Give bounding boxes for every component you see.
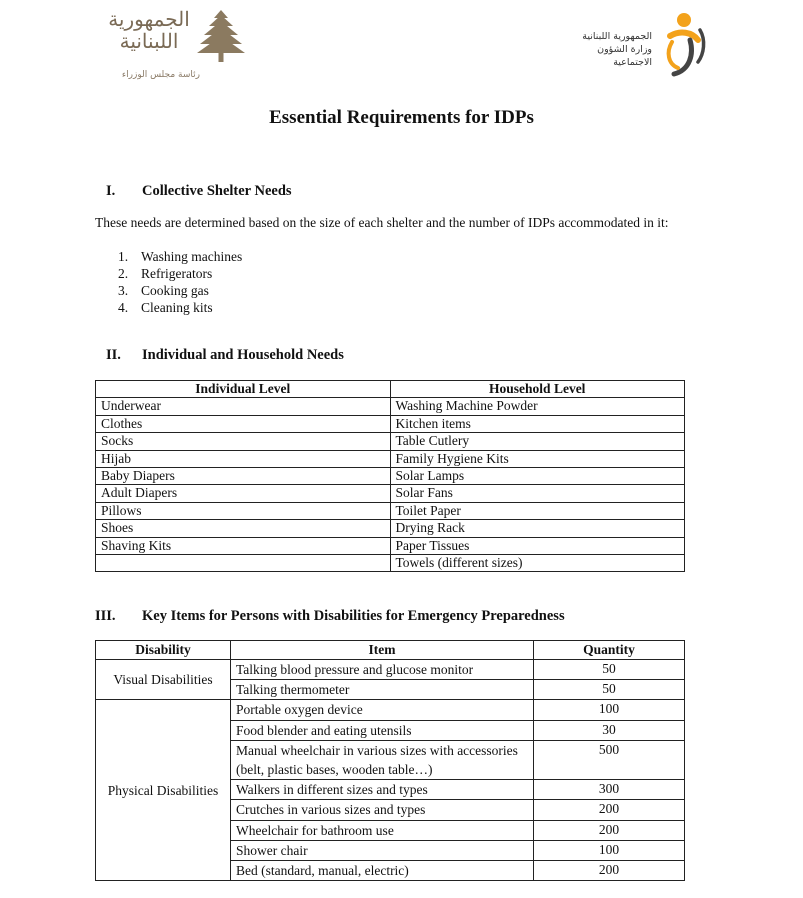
table-row: Socks Table Cutlery bbox=[96, 433, 685, 450]
item-cell: Bed (standard, manual, electric) bbox=[231, 861, 534, 881]
item-cell: Portable oxygen device bbox=[231, 700, 534, 720]
ministry-emblem-icon bbox=[654, 10, 708, 80]
quantity-cell: 100 bbox=[534, 700, 685, 720]
item-cell: Talking thermometer bbox=[231, 680, 534, 700]
column-header-quantity: Quantity bbox=[534, 641, 685, 660]
cedar-tree-icon bbox=[196, 8, 246, 64]
table-row: Adult Diapers Solar Fans bbox=[96, 485, 685, 502]
disability-items-table bbox=[95, 640, 685, 881]
table-header-row bbox=[96, 641, 685, 660]
item-cell: Wheelchair for bathroom use bbox=[231, 820, 534, 840]
section-3-heading bbox=[95, 608, 565, 625]
column-header-disability: Disability bbox=[96, 641, 231, 660]
quantity-cell: 300 bbox=[534, 780, 685, 800]
section-1-heading bbox=[106, 183, 292, 200]
quantity-cell: 100 bbox=[534, 840, 685, 860]
section-2-heading bbox=[106, 347, 344, 364]
needs-table bbox=[95, 380, 685, 572]
list-item: 4. Cleaning kits bbox=[118, 300, 213, 315]
table-row: Towels (different sizes) bbox=[96, 555, 685, 572]
table-row bbox=[96, 660, 685, 680]
item-cell: Manual wheelchair in various sizes with accessories (belt, plastic bases, wooden table…) bbox=[231, 740, 534, 779]
table-header-row bbox=[96, 381, 685, 398]
quantity-cell: 50 bbox=[534, 660, 685, 680]
section-3-number: III. bbox=[95, 608, 116, 624]
table-row bbox=[96, 700, 685, 720]
section-3-title: Key Items for Persons with Disabilities for Emergency Preparedness bbox=[142, 608, 565, 624]
section-1-intro: These needs are determined based on the size of each shelter and the number of IDPs accommodated in it: bbox=[95, 215, 669, 230]
column-header-individual: Individual Level bbox=[96, 381, 391, 398]
table-row: Underwear Washing Machine Powder bbox=[96, 398, 685, 415]
ministry-logo-line2: وزارة الشؤون الاجتماعية bbox=[597, 44, 652, 68]
quantity-cell: 500 bbox=[534, 740, 685, 779]
presidency-logo-title: الجمهورية اللبنانية bbox=[108, 7, 190, 53]
section-1-title: Collective Shelter Needs bbox=[142, 183, 292, 199]
section-2-title: Individual and Household Needs bbox=[142, 347, 344, 363]
ministry-logo-text bbox=[560, 30, 652, 69]
table-row: Clothes Kitchen items bbox=[96, 415, 685, 432]
table-row: Hijab Family Hygiene Kits bbox=[96, 450, 685, 467]
item-cell: Talking blood pressure and glucose monitor bbox=[231, 660, 534, 680]
list-item: 2. Refrigerators bbox=[118, 266, 213, 281]
table-row: Baby Diapers Solar Lamps bbox=[96, 468, 685, 485]
document-title: Essential Requirements for IDPs bbox=[269, 107, 534, 128]
column-header-item: Item bbox=[231, 641, 534, 660]
item-cell: Food blender and eating utensils bbox=[231, 720, 534, 740]
list-item: 3. Cooking gas bbox=[118, 283, 209, 298]
list-item: 1. Washing machines bbox=[118, 249, 243, 264]
item-cell: Shower chair bbox=[231, 840, 534, 860]
table-row: Shoes Drying Rack bbox=[96, 520, 685, 537]
quantity-cell: 200 bbox=[534, 820, 685, 840]
presidency-logo-subtitle: رئاسة مجلس الوزراء bbox=[121, 70, 200, 80]
disability-cell: Visual Disabilities bbox=[96, 660, 231, 700]
quantity-cell: 200 bbox=[534, 800, 685, 820]
section-2-number: II. bbox=[106, 347, 121, 363]
presidency-logo bbox=[100, 4, 250, 88]
item-cell: Walkers in different sizes and types bbox=[231, 780, 534, 800]
item-cell: Crutches in various sizes and types bbox=[231, 800, 534, 820]
ministry-logo-line1: الجمهورية اللبنانية bbox=[582, 31, 652, 42]
section-1-number: I. bbox=[106, 183, 116, 199]
quantity-cell: 30 bbox=[534, 720, 685, 740]
ministry-logo bbox=[560, 6, 710, 84]
table-row: Pillows Toilet Paper bbox=[96, 502, 685, 519]
quantity-cell: 200 bbox=[534, 861, 685, 881]
disability-cell: Physical Disabilities bbox=[96, 700, 231, 881]
shelter-needs-list bbox=[118, 248, 242, 316]
quantity-cell: 50 bbox=[534, 680, 685, 700]
table-row: Shaving Kits Paper Tissues bbox=[96, 537, 685, 554]
column-header-household: Household Level bbox=[390, 381, 685, 398]
